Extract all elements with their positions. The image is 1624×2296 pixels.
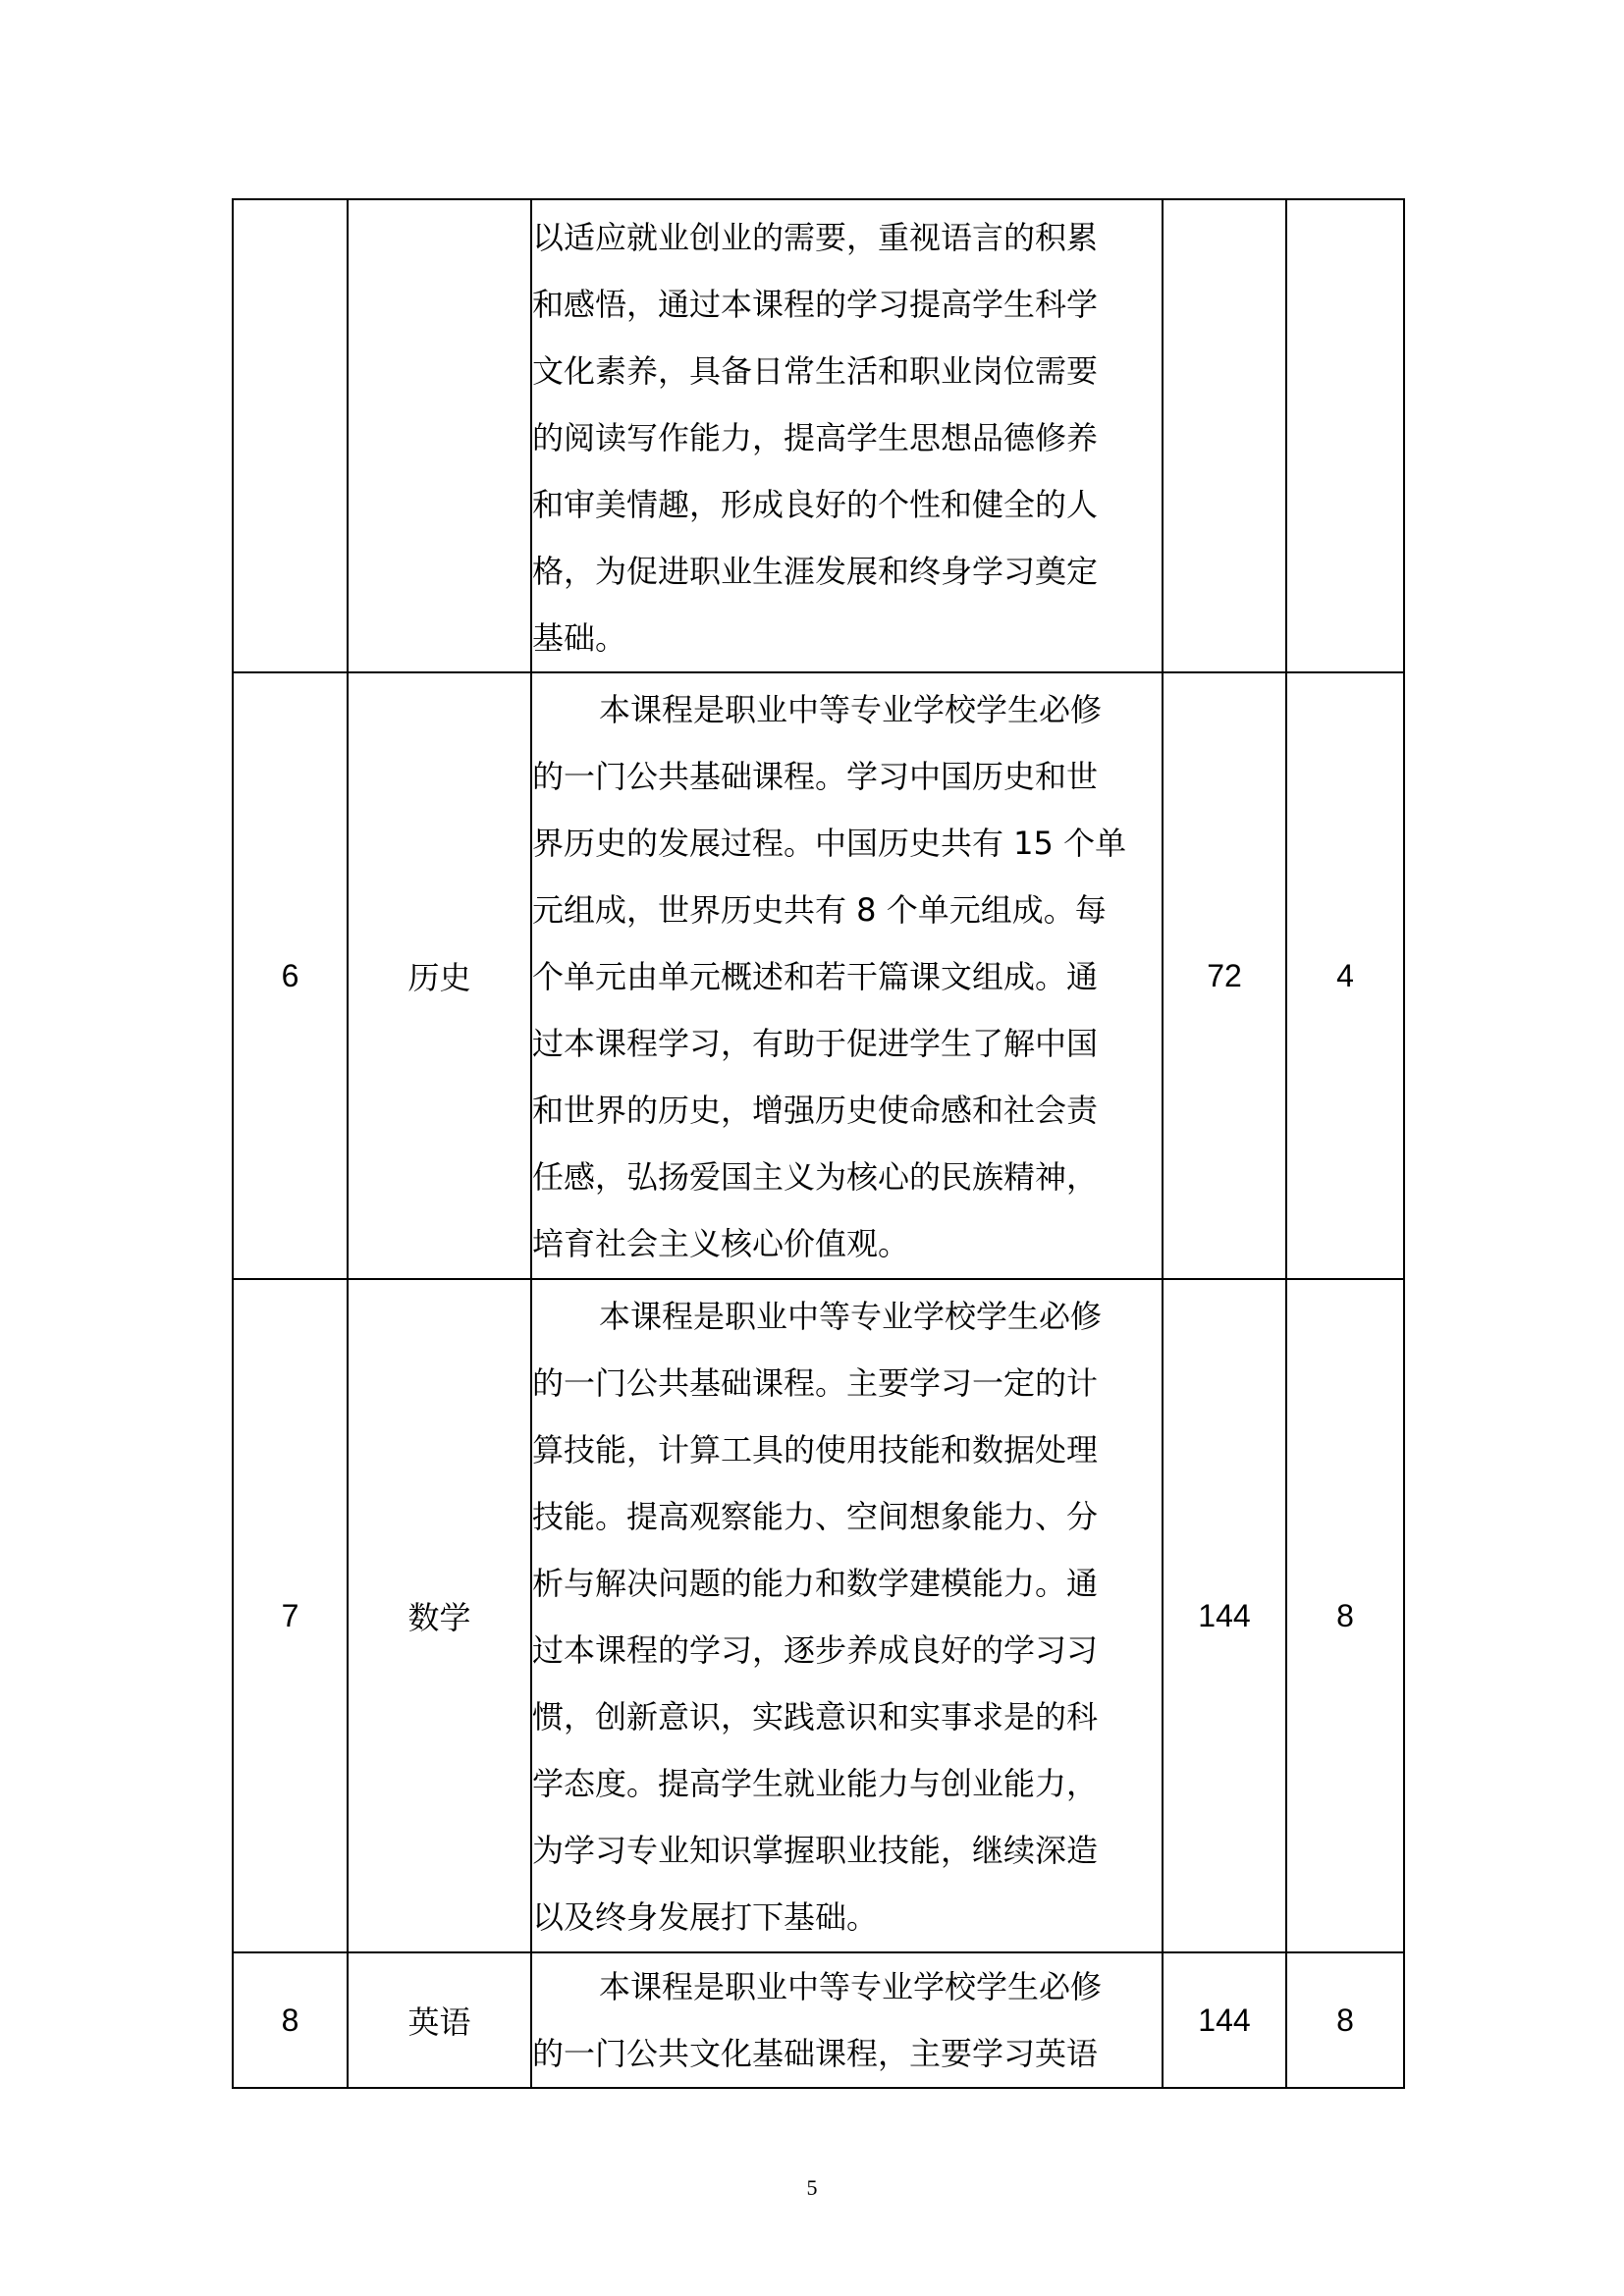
table-row <box>233 199 1404 672</box>
course-name-cell <box>348 199 531 672</box>
course-number-cell <box>233 199 348 672</box>
course-hours-cell: 144 <box>1163 1952 1286 2088</box>
description-line: 元组成，世界历史共有 8 个单元组成。每 <box>532 891 1107 929</box>
description-line: 培育社会主义核心价值观。 <box>532 1225 910 1262</box>
description-line: 界历史的发展过程。中国历史共有 15 个单 <box>532 825 1127 862</box>
description-line: 过本课程学习，有助于促进学生了解中国 <box>532 1025 1099 1062</box>
description-line: 个单元由单元概述和若干篇课文组成。通 <box>532 958 1099 995</box>
course-name-cell: 英语 <box>348 1952 531 2088</box>
description-line: 任感，弘扬爱国主义为核心的民族精神， <box>532 1158 1099 1196</box>
course-hours-cell: 72 <box>1163 672 1286 1279</box>
table-row <box>233 1952 1404 2088</box>
course-description-cell <box>531 1279 1163 1952</box>
description-line: 的一门公共基础课程。学习中国历史和世 <box>532 758 1099 795</box>
description-line: 算技能，计算工具的使用技能和数据处理 <box>532 1431 1099 1468</box>
description-line: 和审美情趣，形成良好的个性和健全的人 <box>532 486 1099 523</box>
table-row <box>233 1279 1404 1952</box>
course-description-cell <box>531 199 1163 672</box>
description-line: 的一门公共基础课程。主要学习一定的计 <box>532 1364 1099 1402</box>
description-line: 本课程是职业中等专业学校学生必修 <box>599 1968 1103 2005</box>
description-line: 的一门公共文化基础课程，主要学习英语 <box>532 2035 1099 2072</box>
course-credits-cell: 4 <box>1286 672 1404 1279</box>
course-name-cell: 数学 <box>348 1279 531 1952</box>
description-line: 和感悟，通过本课程的学习提高学生科学 <box>532 286 1099 323</box>
course-description <box>532 1953 1162 2087</box>
description-line: 析与解决问题的能力和数学建模能力。通 <box>532 1565 1099 1602</box>
course-hours-cell: 144 <box>1163 1279 1286 1952</box>
course-hours-cell <box>1163 199 1286 672</box>
description-line: 惯，创新意识，实践意识和实事求是的科 <box>532 1698 1099 1735</box>
course-number-cell: 8 <box>233 1952 348 2088</box>
course-credits-cell: 8 <box>1286 1279 1404 1952</box>
description-line: 文化素养，具备日常生活和职业岗位需要 <box>532 352 1099 390</box>
description-line: 基础。 <box>532 619 627 657</box>
description-line: 学态度。提高学生就业能力与创业能力， <box>532 1765 1099 1802</box>
course-credits-cell: 8 <box>1286 1952 1404 2088</box>
course-table <box>232 198 1405 2089</box>
description-line: 过本课程的学习，逐步养成良好的学习习 <box>532 1631 1099 1669</box>
course-number-cell: 6 <box>233 672 348 1279</box>
description-line: 为学习专业知识掌握职业技能，继续深造 <box>532 1832 1099 1869</box>
course-number-cell: 7 <box>233 1279 348 1952</box>
course-credits-cell <box>1286 199 1404 672</box>
description-line: 的阅读写作能力，提高学生思想品德修养 <box>532 419 1099 456</box>
description-line: 本课程是职业中等专业学校学生必修 <box>599 691 1103 728</box>
description-line: 格，为促进职业生涯发展和终身学习奠定 <box>532 553 1099 590</box>
page-number: 5 <box>806 2175 818 2200</box>
course-description-cell <box>531 672 1163 1279</box>
description-line: 以适应就业创业的需要，重视语言的积累 <box>532 219 1099 256</box>
course-description-cell <box>531 1952 1163 2088</box>
course-description <box>532 200 1162 671</box>
description-line: 和世界的历史，增强历史使命感和社会责 <box>532 1092 1099 1129</box>
course-name-cell: 历史 <box>348 672 531 1279</box>
table-row <box>233 672 1404 1279</box>
description-line: 本课程是职业中等专业学校学生必修 <box>599 1298 1103 1335</box>
description-line: 技能。提高观察能力、空间想象能力、分 <box>532 1498 1099 1535</box>
description-line: 以及终身发展打下基础。 <box>532 1898 879 1936</box>
course-description <box>532 1281 1162 1950</box>
course-description <box>532 674 1162 1277</box>
